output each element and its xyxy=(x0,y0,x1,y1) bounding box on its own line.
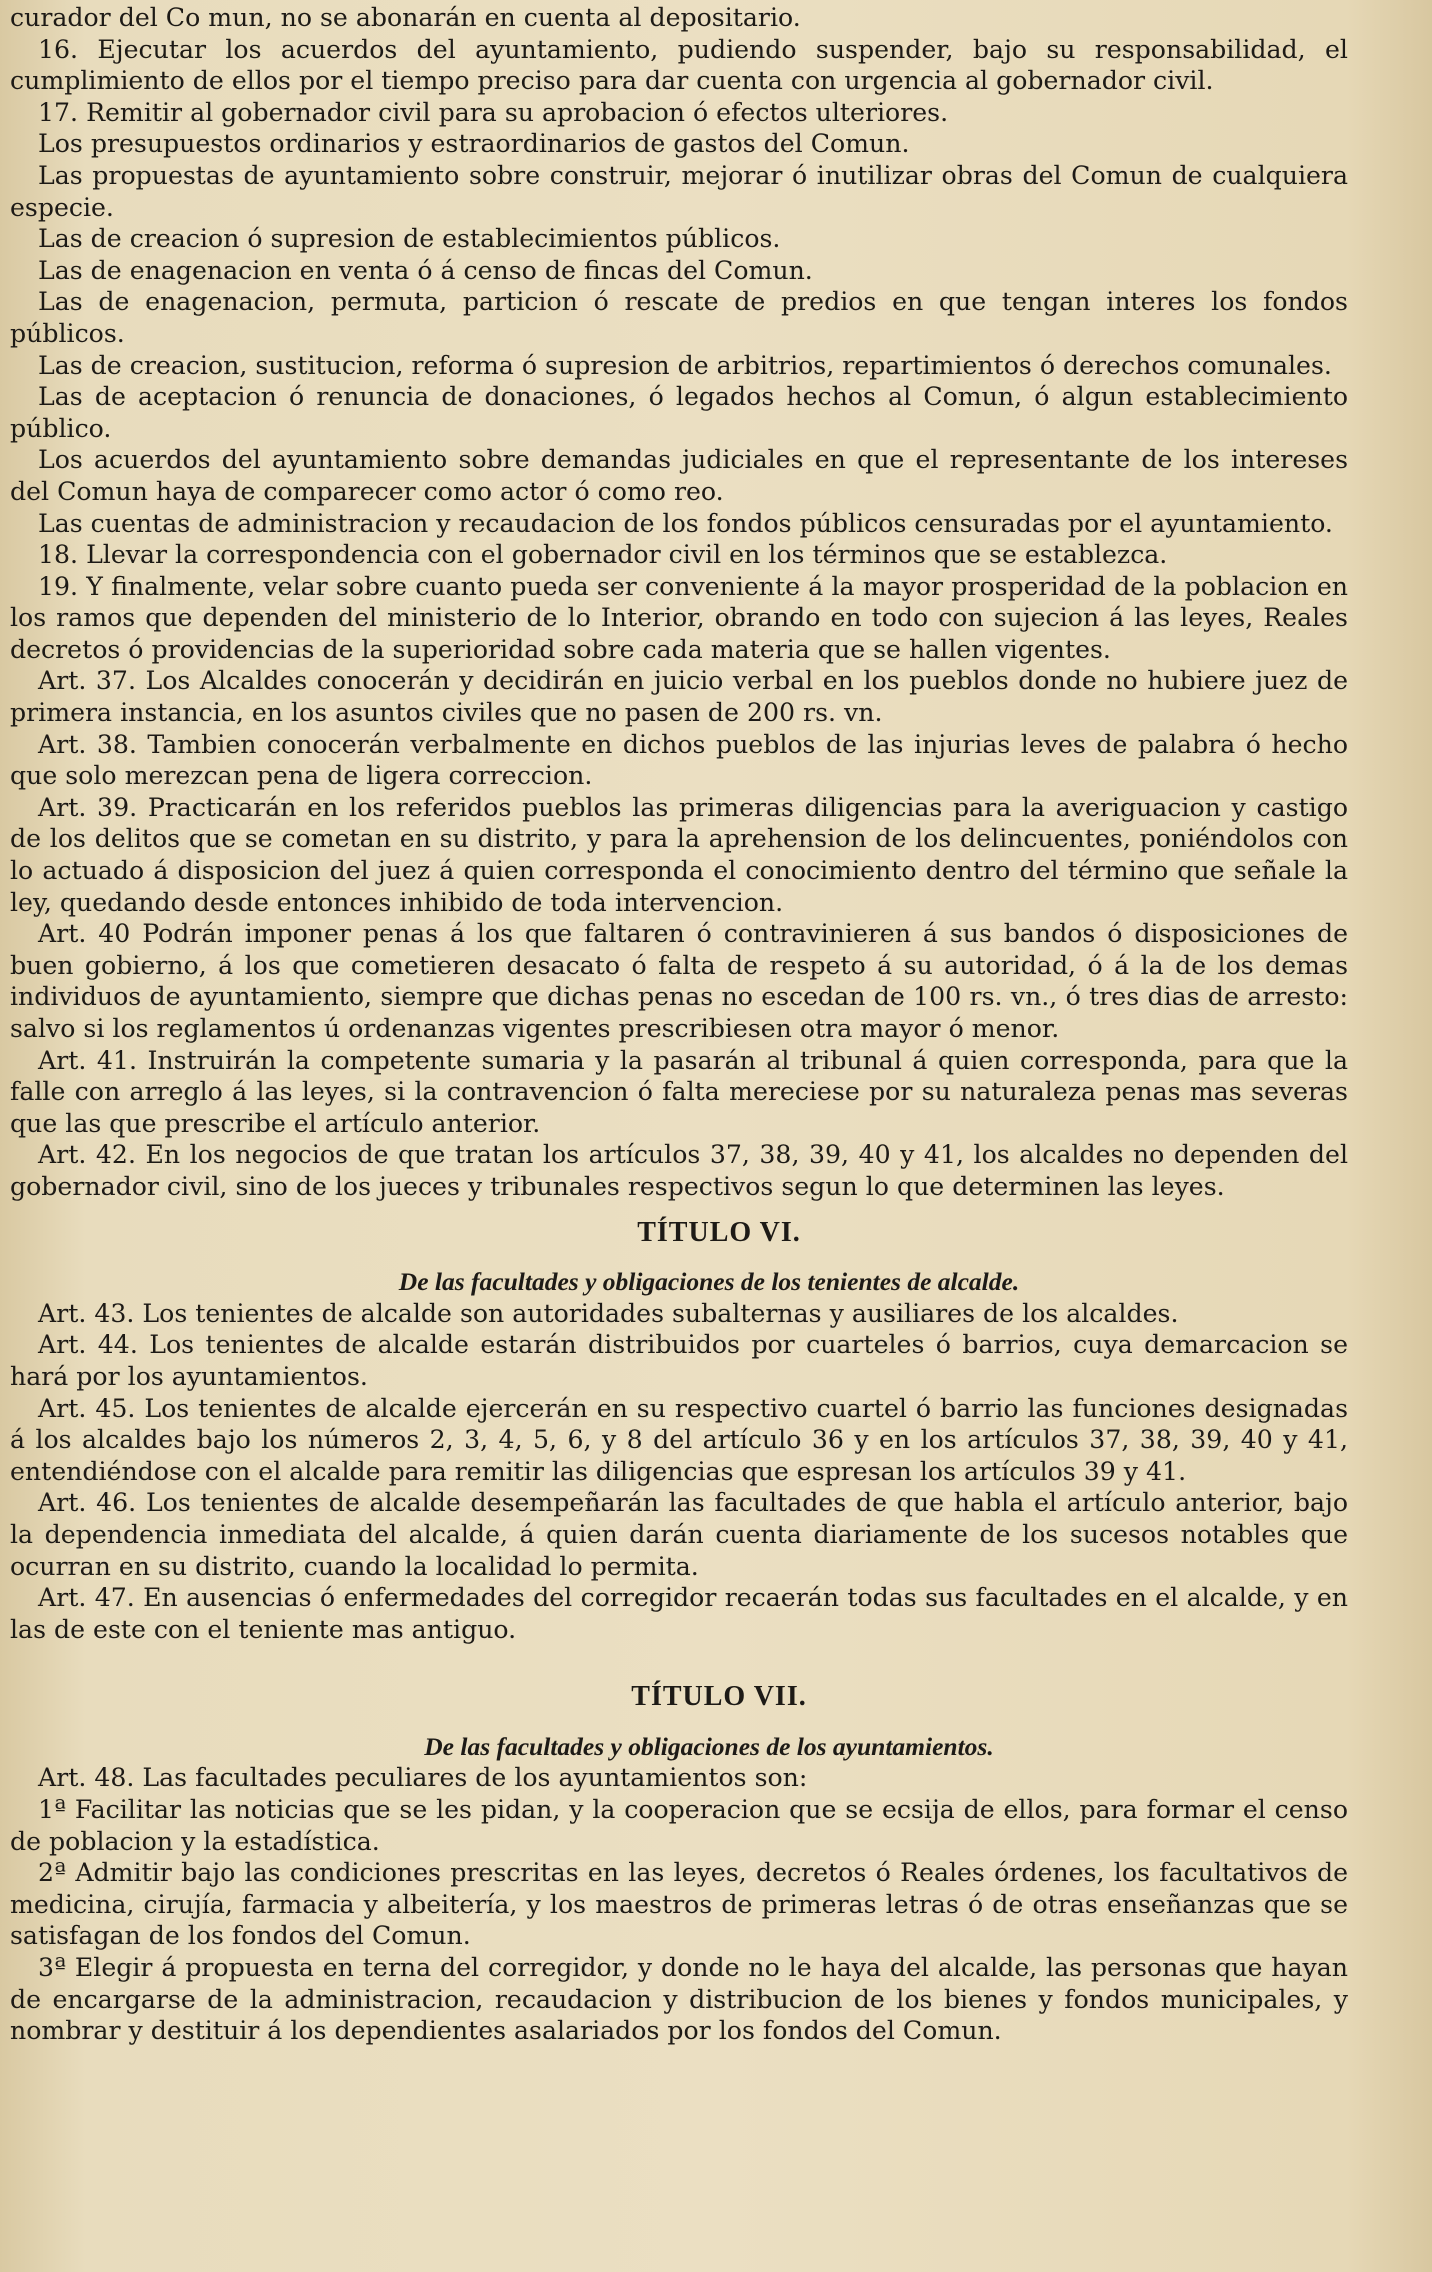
paragraph: Las de enagenacion en venta ó á censo de fincas del Comun. xyxy=(38,255,813,285)
paragraph: Las propuestas de ayuntamiento sobre construir, mejorar ó inutilizar obras del Comun de cualquiera especie. xyxy=(10,160,1348,222)
document-body xyxy=(10,2,1348,2047)
paragraph: Los presupuestos ordinarios y estraordinarios de gastos del Comun. xyxy=(38,129,910,159)
paragraph: Art. 45. Los tenientes de alcalde ejercerán en su respectivo cuartel ó barrio las funciones designadas á los alcaldes bajo los números 2, 3, 4, 5, 6, y 8 del artículo 36 y en los artículos 37, 38, 39, 40 y 41, entendiéndose con el alcalde para remitir las diligencias que espresan los artículos 39 y 41. xyxy=(10,1393,1348,1486)
paragraph: Art. 40 Podrán imponer penas á los que faltaren ó contravinieren á sus bandos ó disposiciones de buen gobierno, á los que cometieren desacato ó falta de respeto á su autoridad, ó á la de los demas individuos de ayuntamiento, siempre que dichas penas no escedan de 100 rs. vn., ó tres dias de arresto: salvo si los reglamentos ú ordenanzas vigentes prescribiesen otra mayor ó menor. xyxy=(10,919,1348,1043)
section-gap xyxy=(10,1645,1348,1667)
paragraph: Las de aceptacion ó renuncia de donaciones, ó legados hechos al Comun, ó algun establecimiento público. xyxy=(10,382,1348,443)
paragraph: Art. 44. Los tenientes de alcalde estarán distribuidos por cuarteles ó barrios, cuya demarcacion se hará por los ayuntamientos. xyxy=(10,1330,1348,1391)
paragraph: 19. Y finalmente, velar sobre cuanto pueda ser conveniente á la mayor prosperidad de la poblacion en los ramos que dependen del ministerio de lo Interior, obrando en todo con sujecion á las leyes, Reales decretos ó providencias de la superioridad sobre cada materia que se hallen vigentes. xyxy=(10,571,1348,664)
paragraph: 1ª Facilitar las noticias que se les pidan, y la cooperacion que se ecsija de ellos, para formar el censo de poblacion y la estadística. xyxy=(10,1795,1348,1856)
articles-block-a xyxy=(10,2,1348,1203)
paragraph: Art. 46. Los tenientes de alcalde desempeñarán las facultades de que habla el artículo anterior, bajo la dependencia inmediata del alcalde, á quien darán cuenta diariamente de los sucesos notables que ocurran en su distrito, cuando la localidad lo permita. xyxy=(10,1488,1348,1581)
paragraph: 2ª Admitir bajo las condiciones prescritas en las leyes, decretos ó Reales órdenes, los facultativos de medicina, cirujía, farmacia y albeitería, y los maestros de primeras letras ó de otras enseñanzas que se satisfagan de los fondos del Comun. xyxy=(10,1858,1348,1951)
paragraph: Art. 38. Tambien conocerán verbalmente en dichos pueblos de las injurias leves de palabra ó hecho que solo merezcan pena de ligera correccion. xyxy=(10,729,1348,791)
paragraph: Las de creacion, sustitucion, reforma ó supresion de arbitrios, repartimientos ó derechos comunales. xyxy=(38,350,1332,380)
paragraph: Las cuentas de administracion y recaudacion de los fondos públicos censuradas por el ayuntamiento. xyxy=(38,508,1333,538)
articles-block-c xyxy=(10,1762,1348,2046)
paragraph: Art. 42. En los negocios de que tratan los artículos 37, 38, 39, 40 y 41, los alcaldes no dependen del gobernador civil, sino de los jueces y tribunales respectivos segun lo que determinen las leyes. xyxy=(10,1140,1348,1201)
paragraph: Las de enagenacion, permuta, particion ó rescate de predios en que tengan interes los fondos públicos. xyxy=(10,287,1348,348)
title-vi-subheading: De las facultades y obligaciones de los tenientes de alcalde. xyxy=(398,1267,1020,1297)
title-vi-heading: TÍTULO VI. xyxy=(637,1216,801,1248)
paragraph: 17. Remitir al gobernador civil para su aprobacion ó efectos ulteriores. xyxy=(38,97,949,127)
title-vii-subheading: De las facultades y obligaciones de los ayuntamientos. xyxy=(424,1731,994,1761)
paragraph: 3ª Elegir á propuesta en terna del corregidor, y donde no le haya del alcalde, las personas que hayan de encargarse de la administracion, recaudacion y distribucion de los bienes y fondos municipales, y nombrar y destituir á los dependientes asalariados por los fondos del Comun. xyxy=(10,1953,1348,2046)
paragraph: 18. Llevar la correspondencia con el gobernador civil en los términos que se establezca. xyxy=(38,540,1168,570)
paragraph: Art. 43. Los tenientes de alcalde son autoridades subalternas y ausiliares de los alcaldes. xyxy=(38,1298,1179,1328)
paragraph: Art. 37. Los Alcaldes conocerán y decidirán en juicio verbal en los pueblos donde no hubiere juez de primera instancia, en los asuntos civiles que no pasen de 200 rs. vn. xyxy=(10,666,1348,728)
paragraph: Art. 39. Practicarán en los referidos pueblos las primeras diligencias para la averiguacion y castigo de los delitos que se cometan en su distrito, y para la aprehension de los delincuentes, poniéndolos con lo actuado á disposicion del juez á quien corresponda el conocimiento dentro del término que señale la ley, quedando desde entonces inhibido de toda intervencion. xyxy=(10,792,1348,917)
title-vii-heading: TÍTULO VII. xyxy=(631,1681,807,1713)
paragraph: Art. 47. En ausencias ó enfermedades del corregidor recaerán todas sus facultades en el alcalde, y en las de este con el teniente mas antiguo. xyxy=(10,1583,1348,1644)
paragraph: Art. 41. Instruirán la competente sumaria y la pasarán al tribunal á quien corresponda, para que la falle con arreglo á las leyes, si la contravencion ó falta mereciese por su naturaleza penas mas severas que las que prescribe el artículo anterior. xyxy=(10,1045,1348,1138)
paragraph: 16. Ejecutar los acuerdos del ayuntamiento, pudiendo suspender, bajo su responsabilidad, el cumplimiento de ellos por el tiempo preciso para dar cuenta con urgencia al gobernador civil. xyxy=(10,34,1348,96)
paragraph: Art. 48. Las facultades peculiares de los ayuntamientos son: xyxy=(38,1763,808,1793)
paragraph: curador del Co mun, no se abonarán en cuenta al depositario. xyxy=(10,3,801,32)
paragraph: Los acuerdos del ayuntamiento sobre demandas judiciales en que el representante de los intereses del Comun haya de comparecer como actor ó como reo. xyxy=(10,445,1348,506)
articles-block-b xyxy=(10,1298,1348,1646)
paragraph: Las de creacion ó supresion de establecimientos públicos. xyxy=(38,224,781,254)
